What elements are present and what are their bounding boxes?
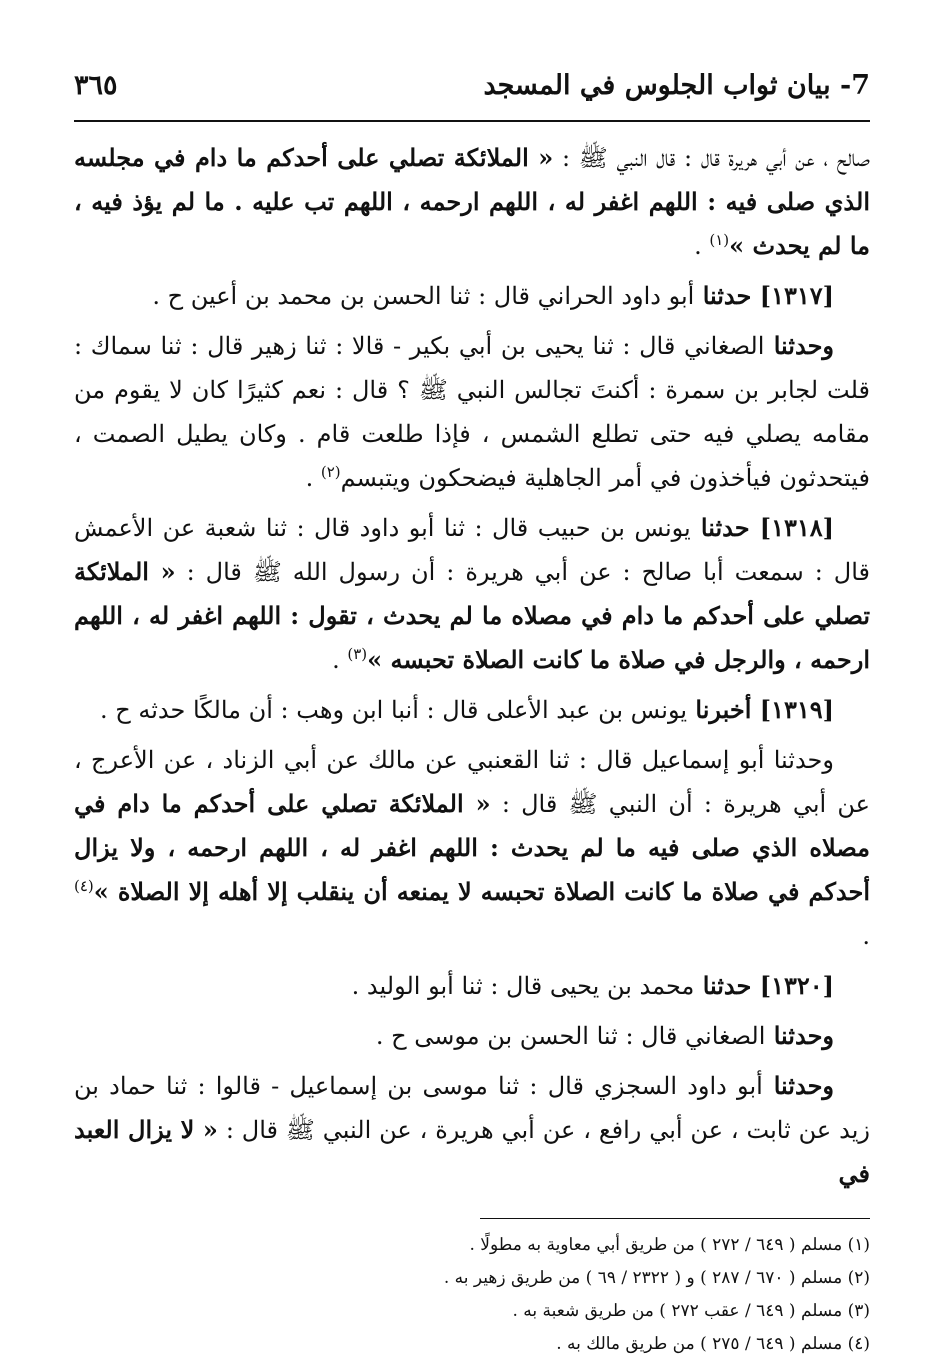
footnotes (74, 1229, 870, 1361)
paragraph (74, 738, 870, 958)
footnote-3: (٣) مسلم ( ٦٤٩ / عقب ٢٧٢ ) من طريق شعبة به . (512, 1301, 870, 1321)
text-run: أبو داود السجزي قال : ثنا موسى بن إسماعيل - قالوا : ثنا حماد بن زيد عن ثابت ، عن أبي رافع ، عن أبي هريرة ، عن النبي ﷺ قال : (74, 1072, 870, 1144)
footnote-rule (480, 1218, 870, 1219)
text-run: . (332, 646, 348, 674)
page-number: ٣٦٥ (74, 70, 118, 101)
text-run: يونس بن حبيب قال : ثنا أبو داود قال : ثنا شعبة عن الأعمش قال : سمعت أبا صالح : عن أبي هريرة : أن رسول الله ﷺ قال : (74, 514, 870, 586)
text-run: الصغاني قال : ثنا الحسن بن موسى ح . (375, 1022, 766, 1050)
hadith-1319-heading (74, 688, 870, 732)
bold-text: « الملائكة تصلي على أحدكم ما دام في مصلاه الذي صلى فيه ما لم يحدث : اللهم اغفر له ، اللهم ارحمه ، ولا يزال أحدكم في صلاة ما كانت الصلاة تحبسه لا يمنعه أن ينقلب إلا أهله إلا الصلاة » (74, 789, 870, 906)
paragraph (74, 1064, 870, 1196)
footnote-marker: (٢) (320, 463, 341, 481)
paragraph (74, 136, 870, 268)
bold-text: [١٣١٩] أخبرنا (687, 695, 834, 724)
footnote-marker: (٣) (347, 645, 368, 663)
main-text (74, 136, 870, 1196)
hadith-1317-heading (74, 274, 870, 318)
text-run: . (694, 232, 710, 260)
paragraph (74, 1014, 870, 1058)
footnote-marker: (٤) (74, 877, 94, 895)
hadith-1320-heading (74, 964, 870, 1008)
bold-text: [١٣١٨] حدثنا (690, 513, 835, 542)
text-run: صالح ، عن أبي هريرة قال : قال النبي ﷺ : (553, 144, 871, 172)
header-rule (74, 120, 870, 122)
text-run: وحدثنا أبو إسماعيل قال : ثنا القعنبي عن مالك عن أبي الزناد ، عن الأعرج ، عن أبي هريرة : أن النبي ﷺ قال : (74, 746, 870, 818)
bold-text: وحدثنا (764, 331, 834, 360)
bold-text: [١٣١٧] حدثنا (694, 281, 834, 310)
running-header (74, 70, 870, 120)
bold-text: وحدثنا (765, 1021, 834, 1050)
bold-text: وحدثنا (762, 1071, 834, 1100)
chapter-title: 7- بيان ثواب الجلوس في المسجد (483, 70, 870, 101)
text-run: محمد بن يحيى قال : ثنا أبو الوليد . (351, 972, 695, 1000)
text-run: . (305, 464, 321, 492)
text-run: أبو داود الحراني قال : ثنا الحسن بن محمد بن أعين ح . (152, 282, 695, 310)
footnote-1: (١) مسلم ( ٦٤٩ / ٢٧٢ ) من طريق أبي معاوية به مطولًا . (469, 1235, 870, 1255)
footnote-marker: (١) (709, 231, 730, 249)
bold-text: [١٣٢٠] حدثنا (694, 971, 834, 1000)
footnote-2: (٢) مسلم ( ٦٧٠ / ٢٨٧ ) و ( ٢٣٢٢ / ٦٩ ) من طريق زهير به . (443, 1268, 870, 1288)
bold-text: « الملائكة تصلي على أحدكم ما دام في مصلاه ما لم يحدث ، تقول : اللهم اغفر له ، اللهم ارحمه ، والرجل في صلاة ما كانت الصلاة تحبسه » (74, 557, 871, 674)
text-run: . (862, 922, 870, 950)
hadith-1318-paragraph (74, 506, 870, 682)
bold-text: « لا يزال العبد في (74, 1115, 870, 1188)
bold-text: « الملائكة تصلي على أحدكم ما دام في مجلسه الذي صلى فيه : اللهم اغفر له ، اللهم ارحمه ، اللهم تب عليه . ما لم يؤذ فيه ، ما لم يحدث » (74, 143, 870, 260)
text-run: يونس بن عبد الأعلى قال : أنبا ابن وهب : أن مالكًا حدثه ح . (99, 696, 688, 724)
text-run: الصغاني قال : ثنا يحيى بن أبي بكير - قالا : ثنا زهير قال : ثنا سماك : قلت لجابر بن سمرة : أكنتَ تجالس النبي ﷺ ؟ قال : نعم كثيرًا كان لا يقوم من مقامه يصلي فيه حتى تطلع الشمس ، فإذا طلعت قام . وكان يطيل الصمت ، فيتحدثون فيأخذون في أمر الجاهلية فيضحكون ويتبسم (74, 332, 870, 492)
paragraph (74, 324, 870, 500)
footnote-4: (٤) مسلم ( ٦٤٩ / ٢٧٥ ) من طريق مالك به . (556, 1334, 870, 1354)
